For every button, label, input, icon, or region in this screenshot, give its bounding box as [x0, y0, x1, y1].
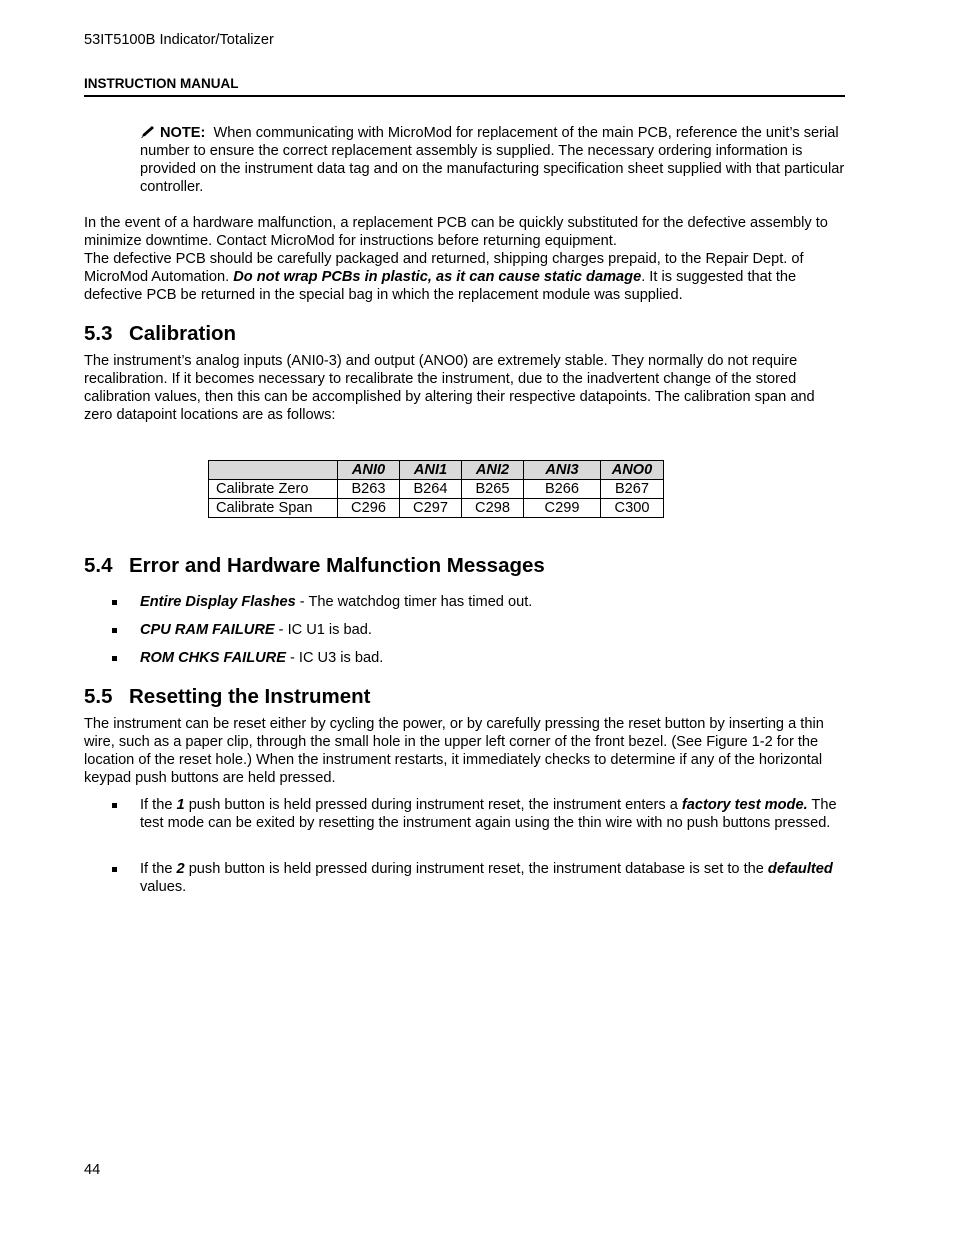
document-title: 53IT5100B Indicator/Totalizer	[84, 32, 274, 48]
table-row	[209, 499, 664, 518]
list-item	[112, 860, 845, 896]
list-item	[112, 796, 845, 832]
reset-item-text: The test mode can be exited by resetting the instrument again using the thin wire with no push buttons pressed.	[140, 797, 837, 831]
intro-line-2-pre: The defective PCB should be carefully packaged and returned, shipping charges prepaid, to the Repair Dept. of MicroMod Automation.	[84, 251, 804, 285]
bullet-icon	[112, 803, 117, 808]
section-title: Resetting the Instrument	[129, 685, 371, 708]
intro-line-1: In the event of a hardware malfunction, a replacement PCB can be quickly substituted for the defective assembly to minimize downtime. Contact MicroMod for instructions before returning equipment.	[84, 215, 828, 249]
intro-line-2-post: . It is suggested that the defective PCB be returned in the special bag in which the replacement module was supplied.	[84, 269, 797, 303]
list-item	[112, 621, 845, 639]
table-cell: C298	[462, 499, 524, 518]
table-header-cell: ANI1	[400, 461, 462, 480]
error-desc: - The watchdog timer has timed out.	[295, 594, 533, 610]
note-text: When communicating with MicroMod for replacement of the main PCB, reference the unit’s serial number to ensure the correct replacement assembly is supplied. The necessary ordering information is provided on the instrument data tag and on the manufacturing specification sheet supplied with that particular controller.	[140, 125, 845, 195]
section-heading-reset	[84, 685, 370, 709]
error-term: Entire Display Flashes	[140, 594, 296, 610]
section-title: Error and Hardware Malfunction Messages	[129, 554, 545, 577]
section-heading-calibration	[84, 322, 236, 346]
error-desc: - IC U1 is bad.	[274, 622, 372, 638]
button-number: 1	[176, 797, 185, 813]
table-cell: C297	[400, 499, 462, 518]
table-cell: B267	[601, 480, 664, 499]
table-header-cell: ANI0	[338, 461, 400, 480]
header-divider	[84, 95, 845, 97]
reset-item-text: If the	[140, 797, 177, 813]
error-term: CPU RAM FAILURE	[140, 622, 275, 638]
table-cell: B263	[338, 480, 400, 499]
reset-item-text: If the	[140, 861, 177, 877]
section-label: INSTRUCTION MANUAL	[84, 76, 239, 91]
reset-item-text: push button is held pressed during instrument reset, the instrument database is set to the	[184, 861, 768, 877]
table-cell: B266	[524, 480, 601, 499]
bullet-icon	[112, 628, 117, 633]
bullet-icon	[112, 656, 117, 661]
section-number: 5.5	[84, 685, 113, 708]
bullet-icon	[112, 867, 117, 872]
intro-paragraph	[84, 214, 845, 304]
list-item	[112, 649, 845, 667]
error-desc: - IC U3 is bad.	[285, 650, 384, 666]
calibration-paragraph	[84, 352, 845, 424]
static-warning: Do not wrap PCBs in plastic, as it can cause static damage	[233, 269, 642, 285]
table-cell: Calibrate Zero	[209, 480, 338, 499]
table-cell: C296	[338, 499, 400, 518]
pencil-icon	[140, 125, 156, 139]
table-header-cell: ANO0	[601, 461, 664, 480]
section-number: 5.3	[84, 322, 113, 345]
reset-paragraph: The instrument can be reset either by cycling the power, or by carefully pressing the reset button by inserting a thin wire, such as a paper clip, through the small hole in the upper left corner of the front bezel. (See Figure 1-2 for the location of the reset hole.) When the instrument restarts, it immediately checks to determine if any of the horizontal keypad push buttons are held pressed.	[84, 716, 824, 786]
table-cell: C299	[524, 499, 601, 518]
calibration-body-b: zero datapoint locations are as follows:	[84, 407, 336, 423]
emphasis-text: defaulted	[767, 861, 833, 877]
table-cell: B265	[462, 480, 524, 499]
table-header-cell: ANI3	[524, 461, 601, 480]
section-heading-errors	[84, 554, 545, 578]
button-number: 2	[176, 861, 185, 877]
table-header-row	[209, 461, 664, 480]
list-item	[112, 593, 845, 611]
error-term: ROM CHKS FAILURE	[140, 650, 286, 666]
reset-item-text: push button is held pressed during instrument reset, the instrument enters a	[184, 797, 682, 813]
bullet-icon	[112, 600, 117, 605]
reset-item-text: values.	[140, 879, 187, 895]
table-cell: B264	[400, 480, 462, 499]
table-header-cell: ANI2	[462, 461, 524, 480]
table-cell: C300	[601, 499, 664, 518]
page-number: 44	[84, 1162, 101, 1178]
note-label: NOTE:	[160, 125, 206, 141]
table-header-cell	[209, 461, 338, 480]
calibration-table	[208, 460, 664, 518]
emphasis-text: factory test mode.	[681, 797, 808, 813]
table-cell: Calibrate Span	[209, 499, 338, 518]
table-row	[209, 480, 664, 499]
calibration-body-a: The instrument’s analog inputs (ANI0-3) and output (ANO0) are extremely stable. They normally do not require recalibration. If it becomes necessary to recalibrate the instrument, due to the inadvertent change of the stored calibration values, then this can be accomplished by altering their respective datapoints. The calibration span and	[84, 353, 815, 405]
note-block	[140, 124, 845, 196]
section-number: 5.4	[84, 554, 113, 577]
section-title: Calibration	[129, 322, 237, 345]
